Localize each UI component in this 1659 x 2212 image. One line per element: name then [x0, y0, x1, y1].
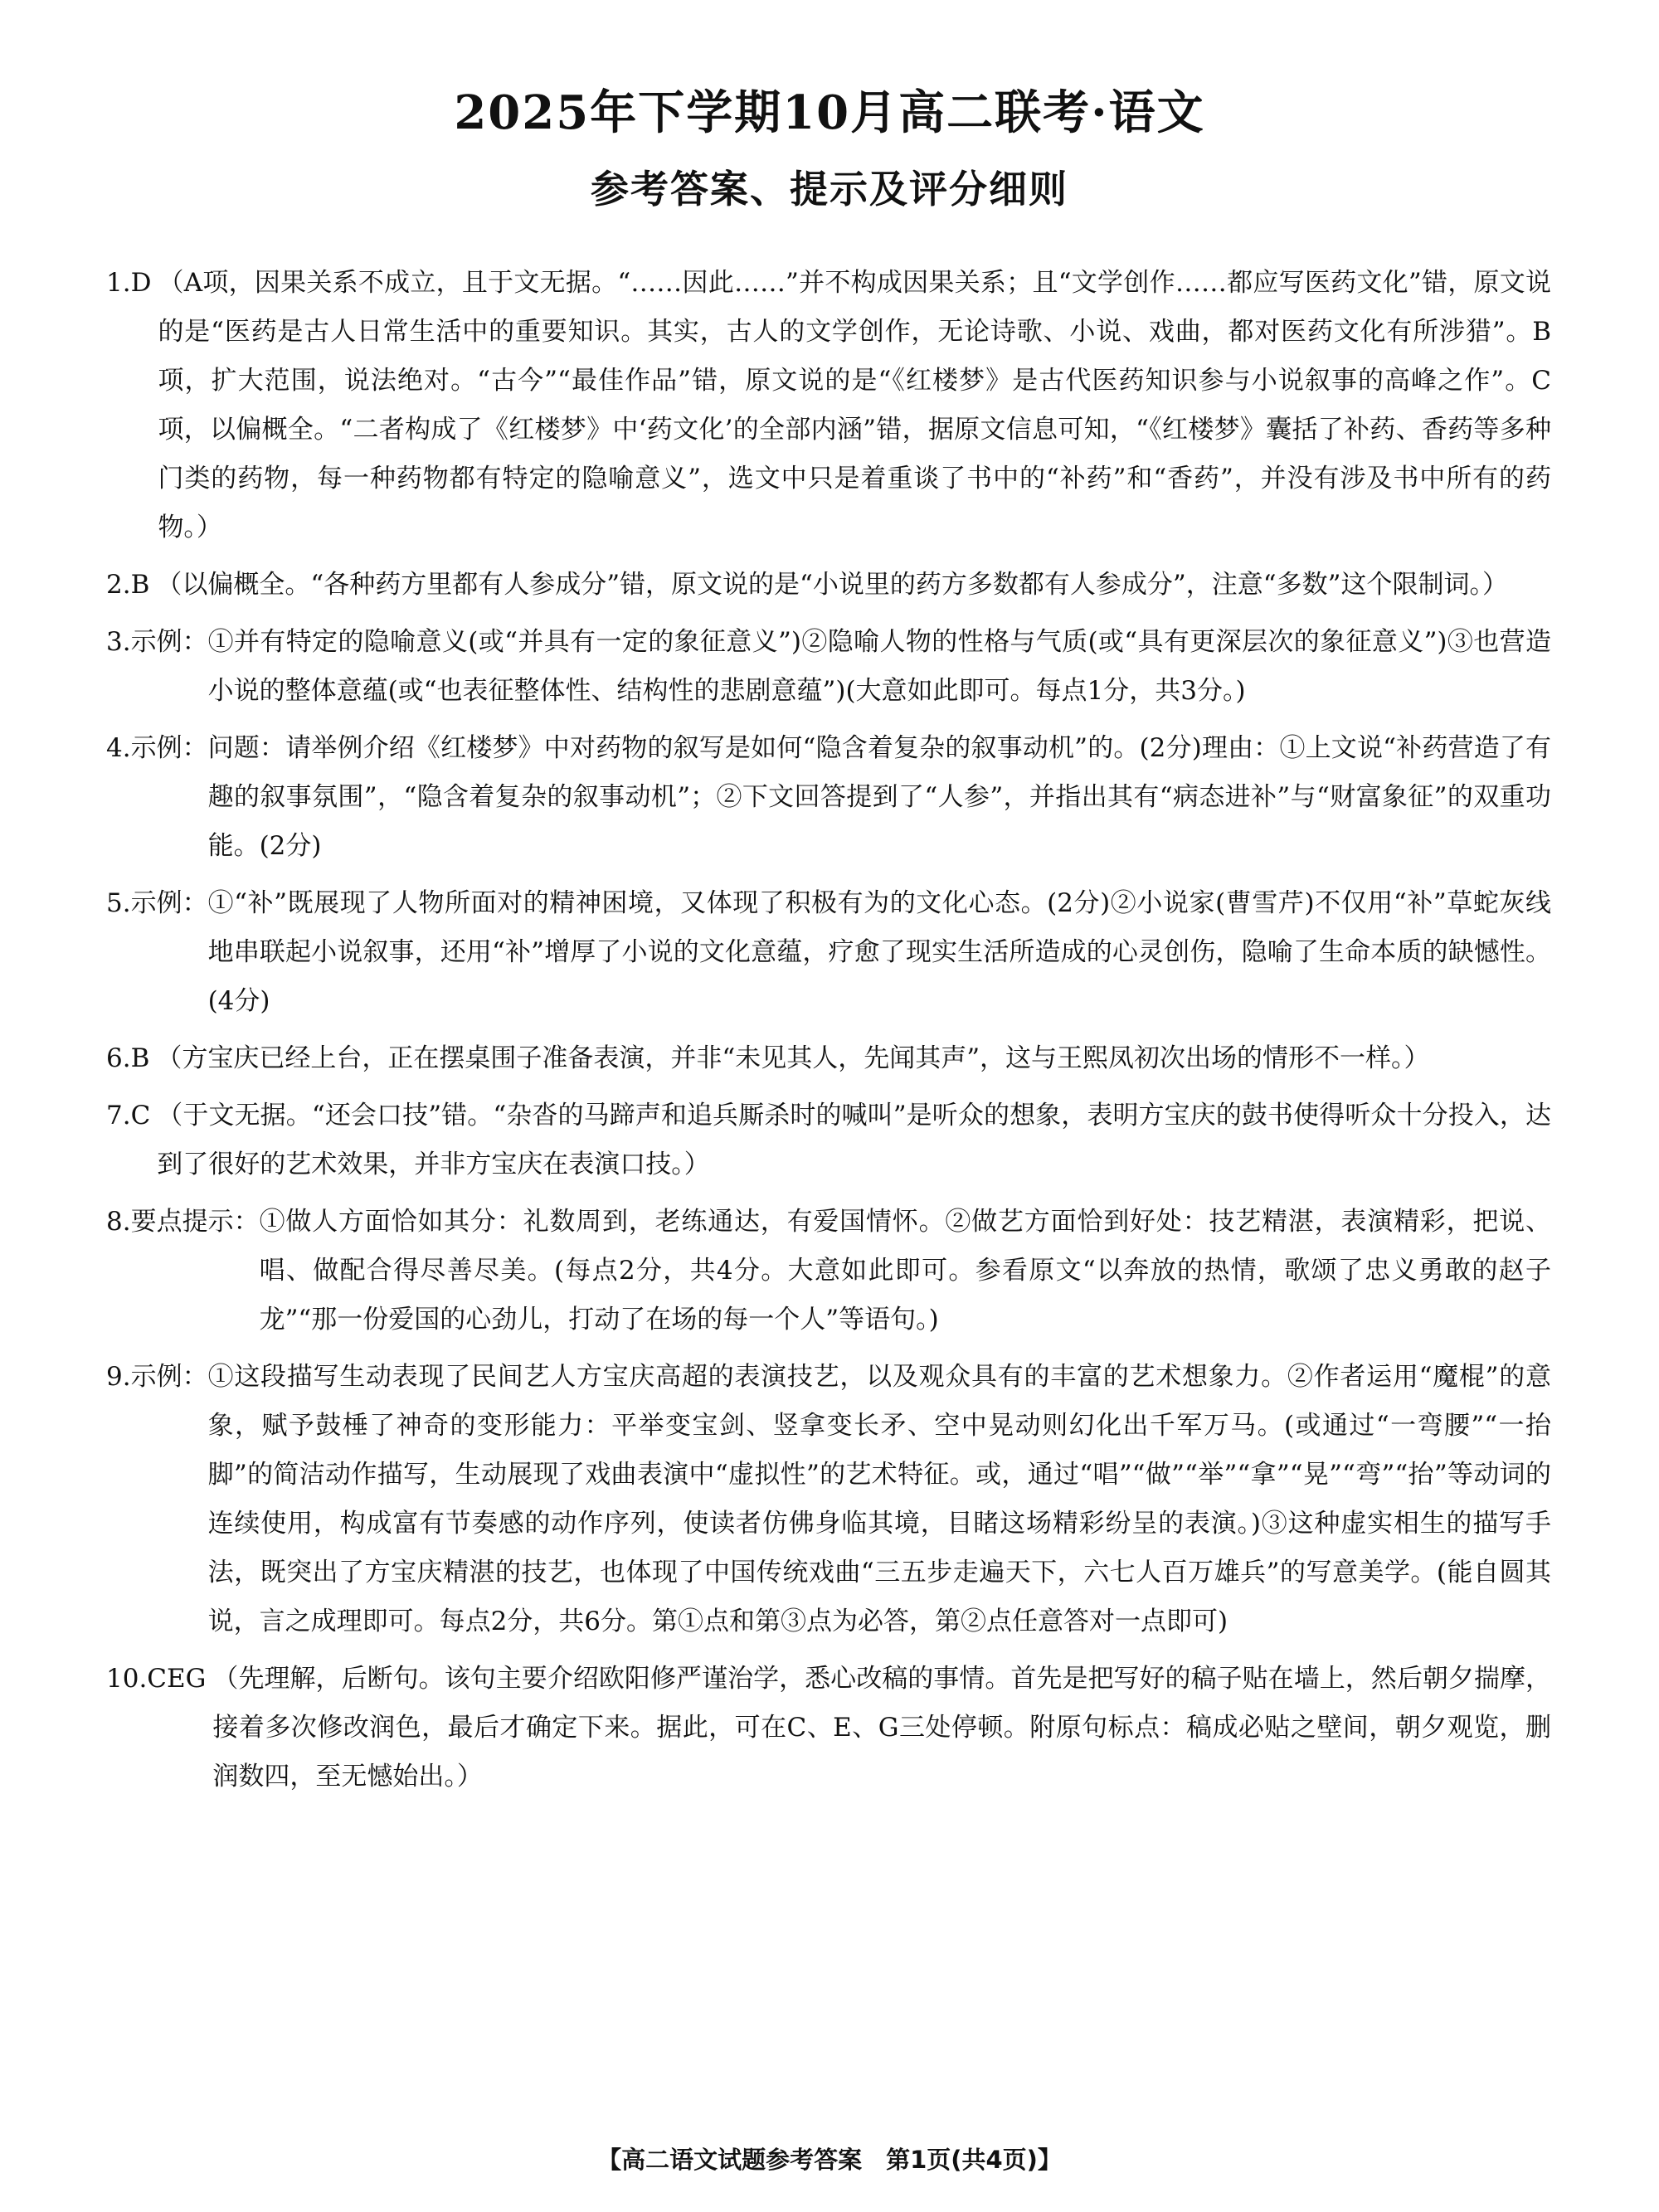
answer-text: （方宝庆已经上台，正在摆桌围子准备表演，并非“未见其人，先闻其声”，这与王熙凤初次出场的情形不一样。） — [156, 1043, 1430, 1073]
answer-text: （A项，因果关系不成立，且于文无据。“……因此……”并不构成因果关系；且“文学创作……都应写医药文化”错，原文说的是“医药是古人日常生活中的重要知识。其实，古人的文学创作，无论诗歌、小说、戏曲，都对医药文化有所涉猎”。B项，扩大范围，说法绝对。“古今”“最佳作品”错，原文说的是“《红楼梦》是古代医药知识参与小说叙事的高峰之作”。C项，以偏概全。“二者构成了《红楼梦》中‘药文化’的全部内涵”错，据原文信息可知，“《红楼梦》囊括了补药、香药等多种门类的药物，每一种药物都有特定的隐喻意义”，选文中只是着重谈了书中的“补药”和“香药”，并没有涉及书中所有的药物。） — [158, 268, 1551, 542]
answer-number: 6.B — [106, 1043, 150, 1073]
answer-text: （先理解，后断句。该句主要介绍欧阳修严谨治学，悉心改稿的事情。首先是把写好的稿子贴在墙上，然后朝夕揣摩，接着多次修改润色，最后才确定下来。据此，可在C、E、G三处停顿。附原句标点：稿成必贴之壁间，朝夕观览，删润数四，至无憾始出。） — [212, 1664, 1551, 1791]
answer-text: ①并有特定的隐喻意义(或“并具有一定的象征意义”)②隐喻人物的性格与气质(或“具有更深层次的象征意义”)③也营造小说的整体意蕴(或“也表征整体性、结构性的悲剧意蕴”)(大意如此即可。每点1分，共3分。) — [207, 627, 1551, 706]
answer-item-9 — [106, 1353, 1551, 1646]
answer-number: 10.CEG — [106, 1664, 207, 1694]
answer-number: 1.D — [106, 268, 152, 298]
answer-number: 3.示例： — [106, 627, 208, 657]
answer-item-4 — [106, 724, 1551, 871]
answer-text: ①“补”既展现了人物所面对的精神困境，又体现了积极有为的文化心态。(2分)②小说家(曹雪芹)不仅用“补”草蛇灰线地串联起小说叙事，还用“补”增厚了小说的文化意蕴，疗愈了现实生活所造成的心灵创伤，隐喻了生命本质的缺憾性。(4分) — [207, 888, 1551, 1016]
page-footer: 【高二语文试题参考答案 第1页(共4页)】 — [597, 2146, 1062, 2174]
answer-item-6 — [106, 1034, 1551, 1083]
page-subtitle: 参考答案、提示及评分细则 — [591, 167, 1068, 211]
answer-item-2 — [106, 561, 1551, 610]
answer-item-8 — [106, 1198, 1551, 1344]
answer-number: 9.示例： — [106, 1362, 208, 1392]
answer-item-1 — [106, 259, 1551, 552]
answer-item-10 — [106, 1655, 1551, 1801]
answer-number: 7.C — [106, 1101, 151, 1130]
page-title: 2025年下学期10月高二联考·语文 — [454, 85, 1205, 140]
answer-item-3 — [106, 618, 1551, 716]
answer-text: ①做人方面恰如其分：礼数周到，老练通达，有爱国情怀。②做艺方面恰到好处：技艺精湛，表演精彩，把说、唱、做配合得尽善尽美。(每点2分，共4分。大意如此即可。参看原文“以奔放的热情，歌颂了忠义勇敢的赵子龙”“那一份爱国的心劲儿，打动了在场的每一个人”等语句。) — [259, 1207, 1551, 1334]
answer-text: 问题：请举例介绍《红楼梦》中对药物的叙写是如何“隐含着复杂的叙事动机”的。(2分)理由：①上文说“补药营造了有趣的叙事氛围”，“隐含着复杂的叙事动机”；②下文回答提到了“人参”，并指出其有“病态进补”与“财富象征”的双重功能。(2分) — [207, 733, 1551, 861]
answer-number: 5.示例： — [106, 888, 208, 918]
answer-text: ①这段描写生动表现了民间艺人方宝庆高超的表演技艺，以及观众具有的丰富的艺术想象力。②作者运用“魔棍”的意象，赋予鼓棰了神奇的变形能力：平举变宝剑、竖拿变长矛、空中晃动则幻化出千军万马。(或通过“一弯腰”“一抬脚”的简洁动作描写，生动展现了戏曲表演中“虚拟性”的艺术特征。或，通过“唱”“做”“举”“拿”“晃”“弯”“抬”等动词的连续使用，构成富有节奏感的动作序列，使读者仿佛身临其境，目睹这场精彩纷呈的表演。)③这种虚实相生的描写手法，既突出了方宝庆精湛的技艺，也体现了中国传统戏曲“三五步走遍天下，六七人百万雄兵”的写意美学。(能自圆其说，言之成理即可。每点2分，共6分。第①点和第③点为必答，第②点任意答对一点即可) — [207, 1362, 1551, 1636]
answer-number: 8.要点提示： — [106, 1207, 260, 1237]
answer-number: 2.B — [106, 570, 150, 600]
answer-list — [106, 259, 1551, 1810]
answer-item-7 — [106, 1091, 1551, 1189]
answer-text: （以偏概全。“各种药方里都有人参成分”错，原文说的是“小说里的药方多数都有人参成分”，注意“多数”这个限制词。） — [156, 570, 1508, 600]
answer-item-5 — [106, 879, 1551, 1026]
answer-text: （于文无据。“还会口技”错。“杂沓的马蹄声和追兵厮杀时的喊叫”是听众的想象，表明方宝庆的鼓书使得听众十分投入，达到了很好的艺术效果，并非方宝庆在表演口技。） — [157, 1101, 1551, 1179]
answer-number: 4.示例： — [106, 733, 208, 763]
